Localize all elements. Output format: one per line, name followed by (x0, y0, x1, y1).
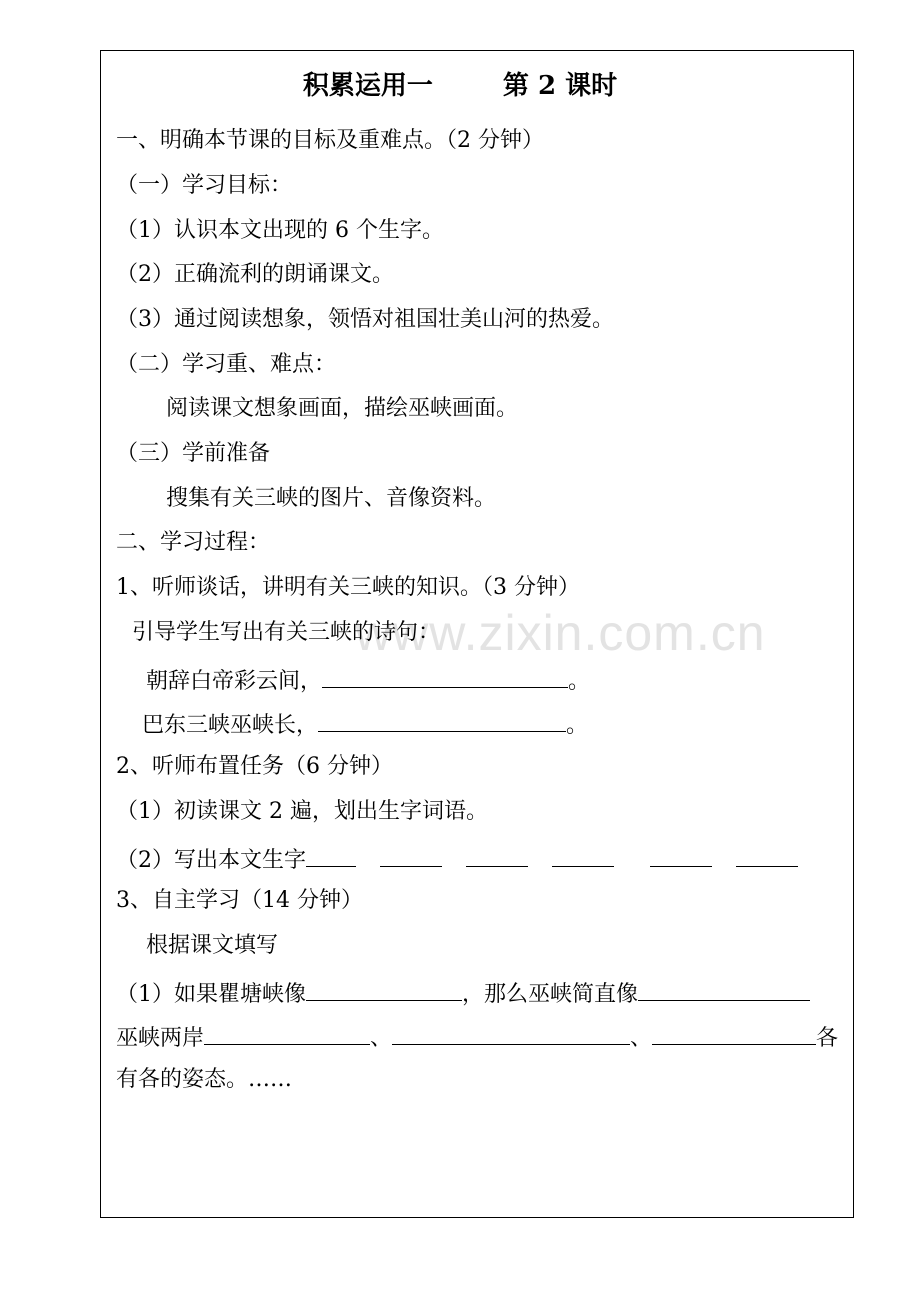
title-part-2: 第 2 课时 (502, 71, 618, 101)
wuxia-blank[interactable] (638, 976, 810, 1001)
character-blank-3[interactable] (466, 842, 528, 867)
task-2-text: （2）写出本文生字 (116, 848, 306, 873)
fill-question-1-text-b: ，那么巫峡简直像 (462, 982, 639, 1007)
poem-line-1 (146, 663, 590, 697)
bank-blank-2[interactable] (392, 1020, 630, 1045)
poem-line-2-end: 。 (566, 713, 589, 738)
poem-line-2-blank[interactable] (318, 707, 566, 732)
character-blank-2[interactable] (380, 842, 442, 867)
watermark: www.zixin.com.cn (355, 605, 766, 661)
step-3-heading: 3、自主学习（14 分钟） (116, 888, 363, 913)
fill-question-1 (116, 976, 810, 1010)
preparation-text: 搜集有关三峡的图片、音像资料。 (166, 486, 497, 511)
section-2-heading: 二、学习过程： (116, 530, 271, 555)
objective-2: （2）正确流利的朗诵课文。 (116, 262, 394, 287)
key-points-heading: （二）学习重、难点： (116, 352, 337, 377)
key-points-text: 阅读课文想象画面，描绘巫峡画面。 (166, 396, 519, 421)
section-1-heading: 一、明确本节课的目标及重难点。（2 分钟） (116, 128, 544, 153)
fill-question-1-cont (116, 1020, 838, 1054)
objectives-heading: （一）学习目标： (116, 173, 293, 198)
character-blank-6[interactable] (736, 842, 798, 867)
separator-1: 、 (370, 1026, 393, 1051)
poem-line-1-blank[interactable] (322, 663, 568, 688)
preparation-heading: （三）学前准备 (116, 441, 271, 466)
fill-question-1-end: 有各的姿态。…… (116, 1067, 293, 1092)
objective-1: （1）认识本文出现的 6 个生字。 (116, 218, 444, 243)
step-2-heading: 2、听师布置任务（6 分钟） (116, 754, 393, 779)
character-blank-4[interactable] (552, 842, 614, 867)
qutang-blank[interactable] (306, 976, 462, 1001)
character-blank-1[interactable] (306, 842, 356, 867)
poem-line-1-text: 朝辞白帝彩云间， (146, 669, 323, 694)
page-title (0, 68, 920, 104)
title-part-1: 积累运用一 (302, 71, 433, 101)
banks-end: 各 (816, 1026, 839, 1051)
poem-line-1-end: 。 (568, 669, 591, 694)
poem-line-2 (142, 707, 588, 741)
step-1-instruction: 引导学生写出有关三峡的诗句： (132, 620, 441, 645)
banks-text: 巫峡两岸 (116, 1026, 205, 1051)
poem-line-2-text: 巴东三峡巫峡长， (142, 713, 319, 738)
step-3-instruction: 根据课文填写 (146, 933, 279, 958)
objective-3: （3）通过阅读想象，领悟对祖国壮美山河的热爱。 (116, 307, 614, 332)
task-1: （1）初读课文 2 遍，划出生字词语。 (116, 799, 488, 824)
character-blank-5[interactable] (650, 842, 712, 867)
task-2 (116, 842, 798, 876)
bank-blank-3[interactable] (652, 1020, 816, 1045)
fill-question-1-text-a: （1）如果瞿塘峡像 (116, 982, 306, 1007)
step-1-heading: 1、听师谈话，讲明有关三峡的知识。（3 分钟） (116, 575, 580, 600)
bank-blank-1[interactable] (204, 1020, 370, 1045)
separator-2: 、 (630, 1026, 653, 1051)
